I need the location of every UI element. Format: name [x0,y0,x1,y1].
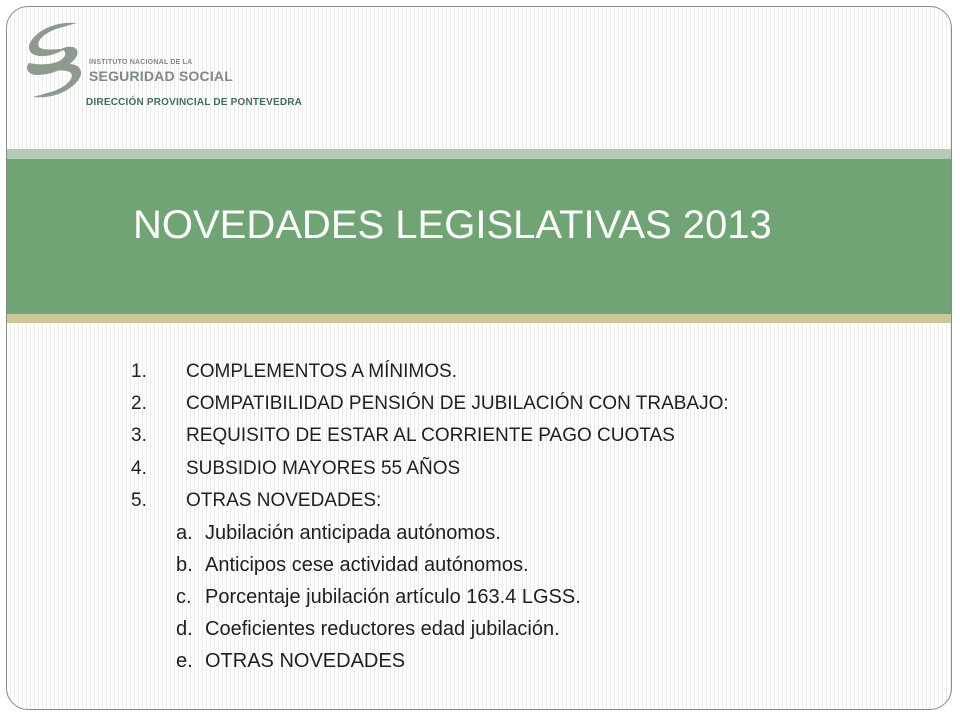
sub-list-item-text: Coeficientes reductores edad jubilación. [205,618,560,640]
sub-list-item-text: Anticipos cese actividad autónomos. [205,554,529,576]
logo-directorate: DIRECCIÓN PROVINCIAL DE PONTEVEDRA [86,97,303,108]
logo-institute-line: INSTITUTO NACIONAL DE LA [89,59,193,66]
sub-list-item-letter: e. [176,650,193,672]
sub-list-item-letter: d. [176,618,193,640]
sub-list-item-letter: c. [176,586,192,608]
list-item-text: COMPLEMENTOS A MÍNIMOS. [186,361,457,382]
list-item-number: 1. [131,361,147,382]
seguridad-social-emblem-icon [21,19,87,101]
list-item-number: 4. [131,458,147,479]
sub-list-item-letter: b. [176,554,193,576]
slide-title: NOVEDADES LEGISLATIVAS 2013 [133,203,772,247]
list-item-text: COMPATIBILIDAD PENSIÓN DE JUBILACIÓN CON TRABAJO: [186,393,729,414]
title-band-top-stripe [7,149,952,159]
list-item-number: 3. [131,425,147,446]
list-item-text: SUBSIDIO MAYORES 55 AÑOS [186,458,461,479]
title-band-bottom-stripe [7,314,952,323]
sub-list-item-text: Jubilación anticipada autónomos. [205,522,501,544]
seguridad-social-logo [17,17,337,117]
logo-name: SEGURIDAD SOCIAL [89,68,233,84]
sub-list-item-text: OTRAS NOVEDADES [205,650,406,672]
sub-list-item-text: Porcentaje jubilación artículo 163.4 LGSS. [205,586,581,608]
sub-list-item-letter: a. [176,522,193,544]
list-item-number: 2. [131,393,147,414]
list-item-text: OTRAS NOVEDADES: [186,490,382,511]
slide [6,6,952,710]
list-item-text: REQUISITO DE ESTAR AL CORRIENTE PAGO CUOTAS [186,425,675,446]
list-item-number: 5. [131,490,147,511]
